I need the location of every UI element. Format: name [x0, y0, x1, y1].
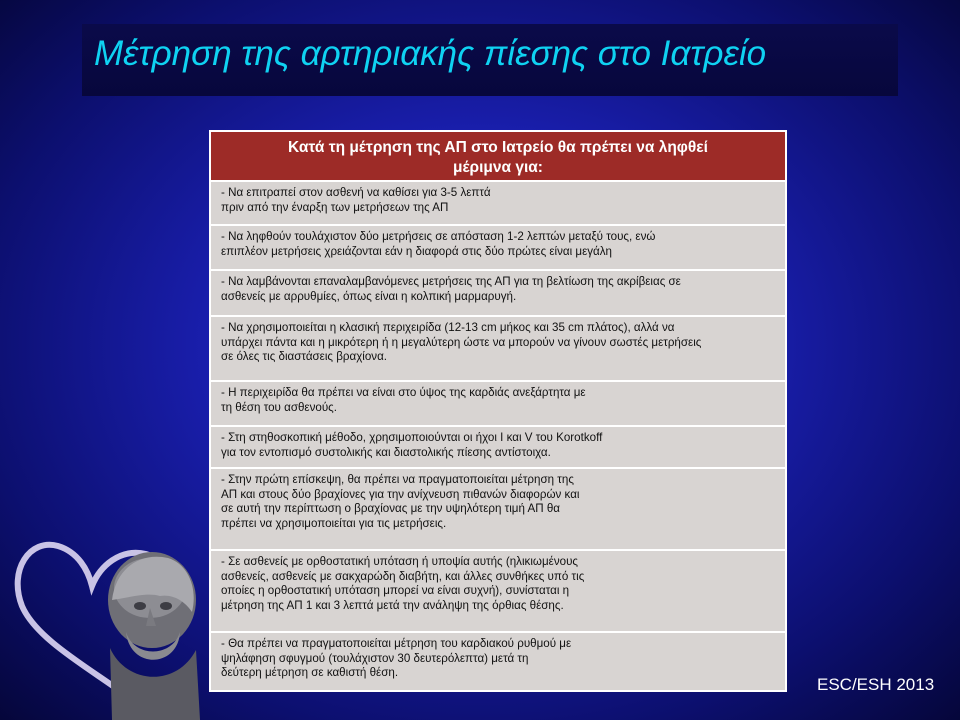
statue-head-icon	[108, 552, 200, 720]
item-line: - Να επιτραπεί στον ασθενή να καθίσει για 3-5 λεπτά	[221, 186, 491, 199]
list-item	[211, 226, 785, 269]
item-line: σε αυτή την περίπτωση ο βραχίονας με την υψηλότερη τιμή ΑΠ θα	[221, 502, 560, 516]
source-label: ESC/ESH 2013	[817, 675, 935, 694]
heart-statue-emblem	[0, 508, 210, 720]
slide-title: Μέτρηση της αρτηριακής πίεσης στο Ιατρείο	[94, 34, 767, 73]
panel-header	[211, 132, 785, 180]
item-line: σε όλες τις διαστάσεις βραχίονα.	[221, 350, 388, 364]
item-line: - Σε ασθενείς με ορθοστατική υπόταση ή υποψία αυτής (ηλικιωμένους	[221, 555, 578, 568]
list-item	[211, 317, 785, 380]
item-line: για τον εντοπισμό συστολικής και διαστολικής πίεσης αντίστοιχα.	[221, 445, 551, 459]
item-line: οποίες η ορθοστατική υπόταση μπορεί να είναι συχνή), συνίσταται η	[221, 584, 570, 598]
item-line: ασθενείς με αρρυθμίες, όπως είναι η κολπική μαρμαρυγή.	[221, 289, 517, 303]
item-line: - Στη στηθοσκοπική μέθοδο, χρησιμοποιούνται οι ήχοι I και V του Korotkoff	[221, 431, 603, 444]
item-line: πριν από την έναρξη των μετρήσεων της ΑΠ	[221, 200, 449, 214]
panel-header-line: μέριμνα για:	[453, 158, 543, 176]
list-item	[211, 469, 785, 549]
item-line: μέτρηση της ΑΠ 1 και 3 λεπτά μετά την ανάληψη της όρθιας θέσης.	[221, 598, 564, 612]
item-line: υπάρχει πάντα και η μικρότερη ή η μεγαλύτερη ώστε να μπορούν να γίνουν σωστές μετρήσεις	[221, 335, 702, 349]
item-line: δεύτερη μέτρηση σε καθιστή θέση.	[221, 666, 399, 680]
item-line: ψηλάφηση σφυγμού (τουλάχιστον 30 δευτερόλεπτα) μετά τη	[221, 651, 529, 665]
panel-header-line: Κατά τη μέτρηση της ΑΠ στο Ιατρείο θα πρέπει να ληφθεί	[288, 139, 708, 156]
list-item	[211, 182, 785, 224]
item-line: ΑΠ και στους δύο βραχίονες για την ανίχνευση πιθανών διαφορών και	[221, 487, 580, 501]
item-line: πρέπει να χρησιμοποιείται για τις μετρήσεις.	[221, 516, 447, 530]
list-item	[211, 551, 785, 631]
list-item	[211, 427, 785, 467]
item-line: επιπλέον μετρήσεις χρειάζονται εάν η διαφορά στις δύο πρώτες είναι μεγάλη	[221, 244, 613, 258]
list-item	[211, 382, 785, 425]
list-item	[211, 633, 785, 690]
title-bar	[82, 24, 898, 96]
item-line: - Να χρησιμοποιείται η κλασική περιχειρίδα (12-13 cm μήκος και 35 cm πλάτος), αλλά να	[221, 321, 675, 334]
item-line: - Να ληφθούν τουλάχιστον δύο μετρήσεις σε απόσταση 1-2 λεπτών μεταξύ τους, ενώ	[221, 230, 656, 243]
item-line: - Να λαμβάνονται επαναλαμβανόμενες μετρήσεις της ΑΠ για τη βελτίωση της ακρίβειας σε	[221, 275, 681, 288]
item-line: - Θα πρέπει να πραγματοποιείται μέτρηση του καρδιακού ρυθμού με	[221, 637, 572, 650]
item-line: - Στην πρώτη επίσκεψη, θα πρέπει να πραγματοποιείται μέτρηση της	[221, 473, 574, 486]
item-line: τη θέση του ασθενούς.	[221, 400, 337, 414]
list-item	[211, 271, 785, 315]
guidelines-panel	[209, 130, 787, 692]
item-line: ασθενείς, ασθενείς με σακχαρώδη διαβήτη, και άλλες συνθήκες υπό τις	[221, 569, 585, 583]
item-line: - Η περιχειρίδα θα πρέπει να είναι στο ύψος της καρδιάς ανεξάρτητα με	[221, 386, 586, 399]
